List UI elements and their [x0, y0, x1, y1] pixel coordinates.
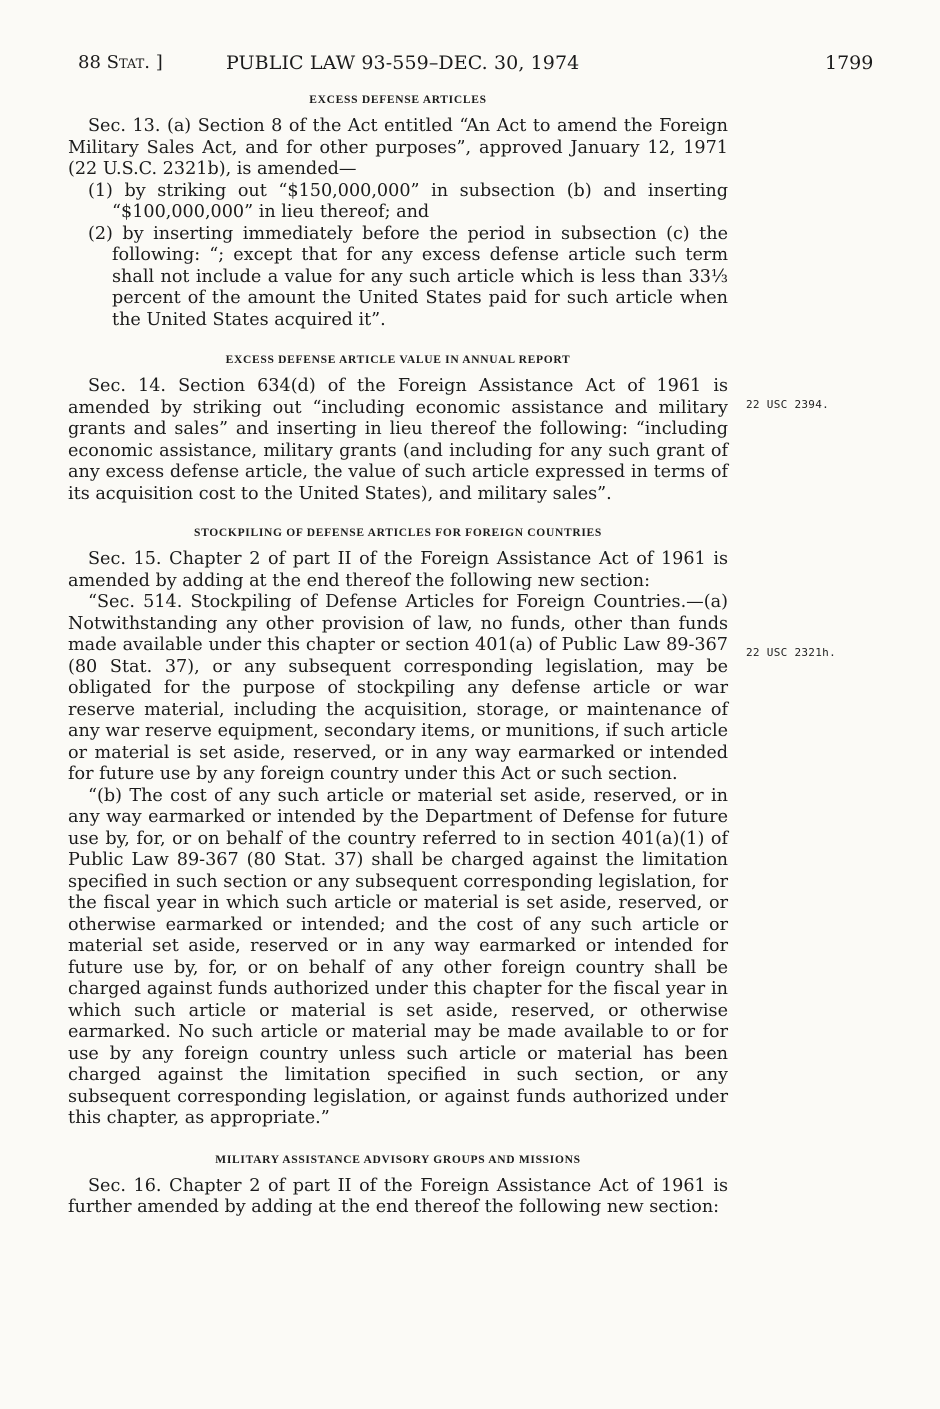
paragraph: Sec. 15. Chapter 2 of part II of the Foreign Assistance Act of 1961 is amended by adding at the end thereof the following new section:	[68, 549, 728, 591]
section-16	[68, 1152, 728, 1219]
margin-note: 22 USC 2394.	[746, 398, 830, 411]
body-text	[68, 92, 728, 1219]
list-item: (2) by inserting immediately before the period in subsection (c) the following: “; except that for any excess defense article such term shall not include a value for any such article which is less than 33⅓ percent of the amount the United States paid for such article when the United States acquired it”.	[88, 223, 728, 330]
page-number: 1799	[825, 52, 874, 74]
statute-reference: 88 Stat. ]	[78, 52, 163, 73]
section-15	[68, 525, 728, 1130]
section-heading: MILITARY ASSISTANCE ADVISORY GROUPS AND MISSIONS	[215, 1153, 581, 1166]
list-item: (1) by striking out “$150,000,000” in subsection (b) and inserting “$100,000,000” in lieu thereof; and	[88, 180, 728, 222]
paragraph: “(b) The cost of any such article or material set aside, reserved, or in any way earmarked or intended by the Department of Defense for future use by, for, or on behalf of the country referred to in section 401(a)(1) of Public Law 89-367 (80 Stat. 37) shall be charged against the limitation specified in such section or any subsequent corresponding legislation, for the fiscal year in which such article or material is set aside, reserved, or otherwise earmarked or intended; and the cost of any such article or material set aside, reserved or in any way earmarked or intended for future use by, for, or on behalf of any other foreign country shall be charged against funds authorized under this chapter for the fiscal year in which such article or material is set aside, reserved, or otherwise earmarked. No such article or material may be made available to or for use by any foreign country unless such article or material has been charged against the limitation specified in such section, or any subsequent corresponding legislation, or against funds authorized under this chapter, as appropriate.”	[68, 785, 728, 1128]
running-title: PUBLIC LAW 93-559–DEC. 30, 1974	[226, 52, 580, 74]
page-header	[0, 52, 940, 80]
section-heading: STOCKPILING OF DEFENSE ARTICLES FOR FOREIGN COUNTRIES	[194, 527, 602, 539]
paragraph: Sec. 16. Chapter 2 of part II of the Foreign Assistance Act of 1961 is further amended by adding at the end thereof the following new section:	[68, 1175, 728, 1217]
paragraph: “Sec. 514. Stockpiling of Defense Articles for Foreign Countries.—(a) Notwithstanding any other provision of law, no funds, other than funds made available under this chapter or section 401(a) of Public Law 89-367 (80 Stat. 37), or any subsequent corresponding legislation, may be obligated for the purpose of stockpiling any defense article or war reserve material, including the acquisition, storage, or maintenance of any war reserve equipment, secondary items, or munitions, if such article or material is set aside, reserved, or in any way earmarked or intended for future use by any foreign country under this Act or such section.	[68, 592, 728, 784]
section-heading: EXCESS DEFENSE ARTICLE VALUE IN ANNUAL REPORT	[225, 354, 571, 366]
section-13	[68, 92, 728, 331]
section-heading: EXCESS DEFENSE ARTICLES	[309, 94, 487, 106]
paragraph: Sec. 13. (a) Section 8 of the Act entitled “An Act to amend the Foreign Military Sales Act, and for other purposes”, approved January 12, 1971 (22 U.S.C. 2321b), is amended—	[68, 116, 728, 179]
section-14	[68, 352, 728, 505]
paragraph: Sec. 14. Section 634(d) of the Foreign Assistance Act of 1961 is amended by striking out “including economic assistance and military grants and sales” and inserting in lieu thereof the following: “including economic assistance, military grants (and including for any such grant of any excess defense article, the value of such article expressed in terms of its acquisition cost to the United States), and military sales”.	[68, 376, 728, 504]
margin-note: 22 USC 2321h.	[746, 646, 836, 659]
